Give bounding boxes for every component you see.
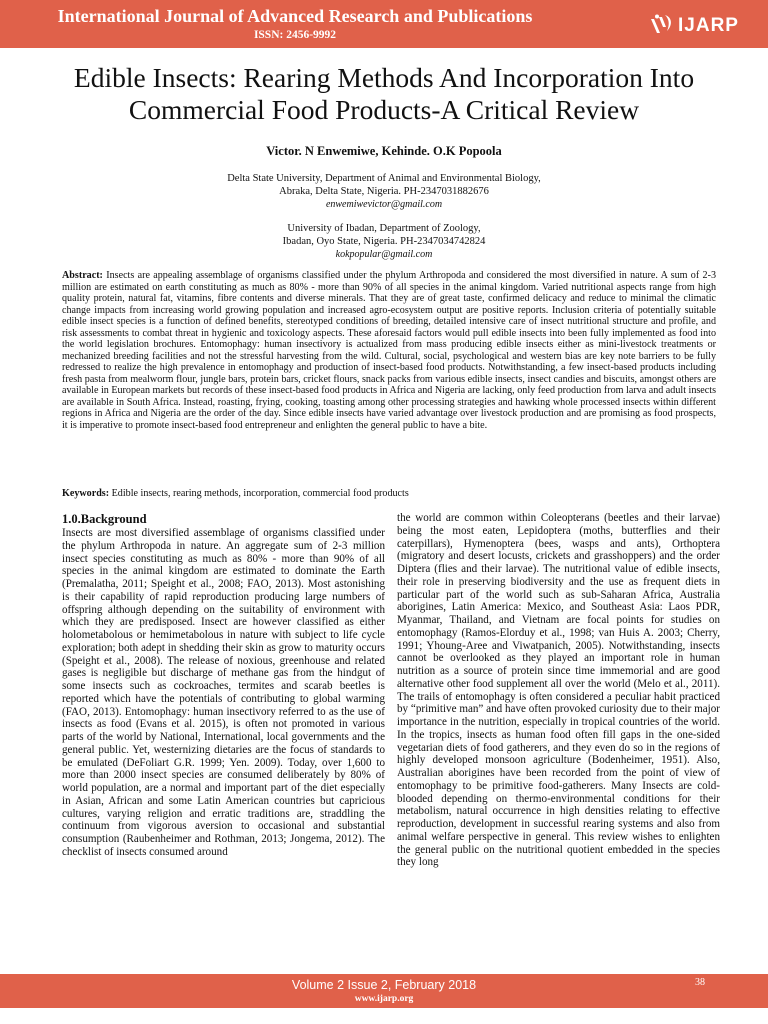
journal-url[interactable]: www.ijarp.org (354, 994, 414, 1004)
affiliation-1-email[interactable]: enwemiwevictor@gmail.com (325, 199, 443, 210)
affiliation-2-line2: Ibadan, Oyo State, Nigeria. PH-2347034742824 (282, 236, 486, 247)
journal-header-bar (0, 0, 768, 48)
logo-text: IJARP (678, 15, 739, 36)
keywords-label: Keywords: (62, 488, 110, 499)
affiliation-2-line1: University of Ibadan, Department of Zoology, (287, 223, 481, 234)
right-column (397, 512, 720, 869)
keywords (62, 488, 716, 499)
affiliation-1-line1: Delta State University, Department of Animal and Environmental Biology, (227, 173, 541, 184)
left-column-text: Insects are most diversified assemblage of organisms classified under the phylum Arthropoda in nature. An aggregate sum of 2-3 million insect species constituting as much as 80% - more than 90% of all species in the animal kingdom are estimated to dominate the Earth (Premalatha, 2011; Speight et al., 2008; FAO, 2013). Most astonishing is their capability of rapid reproduction producing large numbers of offspring although depending on the suitability of environment with which they are predisposed. Insect are however classified as either holometabolous or hemimetabolous in nature with subject to life cycle exploration; both adept in shedding their skin as grow to maturity occurs (Speight et al., 2008). The release of noxious, greenhouse and related gases is negligible but discharge of methane gas from the hindgut of some insects such as cockroaches, termites and scarab beetles is reported which have the potentials of contributing to global warming (FAO, 2013). Entomophagy: human insectivory referred to as the use of insects as food (Evans et al. 2015), is often not promoted in various parts of the world by National, International, local governments and the general public. Yet, westernizing dietaries are the focus of standards to be emulated (DeFoliart G.R. 1999; Yen. 2009). Today, over 1,600 to more than 2000 insect species are consumed deliberately by 80% of world population, are a normal and important part of the diet especially in Asian, African and some Latin American countries but capricious cultures, varying religion and erratic traditions are, straddling the continuum from vigorous aversion to occasional and substantial consumption (Raubenheimer and Rothman, 2013; Jongema, 2012). The checklist of insects consumed around (62, 527, 385, 858)
journal-footer-bar (0, 974, 768, 1008)
ijarp-logo-icon (648, 13, 676, 39)
issn: ISSN: 2456-9992 (253, 29, 337, 41)
left-column (62, 512, 385, 859)
authors: Victor. N Enwemiwe, Kehinde. O.K Popoola (266, 144, 502, 158)
paper-title: Edible Insects: Rearing Methods And Incorporation Into Commercial Food Products-A Critical Review (73, 62, 695, 125)
abstract-text: Insects are appealing assemblage of organisms classified under the phylum Arthropoda and considered the most diversified in nature. A sum of 2-3 million are estimated on earth constituting as much as 80% - more than 90% of all species in the animal kingdom. Varied nutritional aspects range from high quality protein, natural fat, vitamins, fibre contents and diverse minerals. That they are of great taste, confirmed delicacy and reduce to minimal the climatic change impacts from increasing world growing population and increased agro-ecosystem output are positive reports. Inclusion criteria of potentially suitable edible insect species is a function of defined benefits, stereotyped conditions of breeding, detailed intensive care of insect nutritional structure and profile, and risk assessments to combat threat in hygienic and toxicology aspects. These aforesaid factors would pull edible insects into been fully implemented as food into the world legislation brochures. Entomophagy: human insectivory is actualized from mass producing edible insects either as mini-livestock treatments or mechanized breeding facilities and not the stressful harvesting from the wild. Cultural, social, psychological and western bias are key note barriers to be fully redressed to realize the high prevalence in entomophagy and production of insect-based food products. Notwithstanding, a few insect-based products including fresh pasta from mealworm flour, jungle bars, protein bars, cricket flours, snack packs from various edible insects, insect candies and biscuits, amongst others are available in European markets but records of these insect-based food products in Africa and Nigeria are lacking, only feed production from larva and adult insects are available in South Africa. Instead, roasting, frying, cooking, toasting among other processing strategies and hawking whole processed insects within different regions in Africa and Nigeria are the order of the day. Since edible insects have varied advantage over livestock production and are promising as food prospects, it is imperative to promote insect-based food entrepreneur and enlighten the general public to have a bite. (62, 270, 716, 431)
section-heading: 1.0.Background (62, 512, 147, 526)
affiliation-1 (0, 172, 768, 211)
page-number: 38 (695, 977, 705, 988)
affiliation-2-email[interactable]: kokpopular@gmail.com (335, 249, 433, 260)
abstract-label: Abstract: (62, 270, 103, 281)
journal-name: International Journal of Advanced Research and Publications (57, 6, 533, 26)
affiliation-1-line2: Abraka, Delta State, Nigeria. PH-2347031882676 (279, 186, 489, 197)
ijarp-logo (648, 13, 758, 39)
affiliation-2 (0, 222, 768, 261)
keywords-text: Edible insects, rearing methods, incorporation, commercial food products (111, 488, 409, 499)
volume-issue: Volume 2 Issue 2, February 2018 (291, 978, 477, 992)
right-column-text: the world are common within Coleopterans (beetles and their larvae) being the most eaten, Lepidoptera (moths, butterflies and their caterpillars), Hymenoptera (bees, wasps and ants), Orthoptera (migratory and desert locusts, crickets and grasshoppers) and the order Diptera (flies and their larvae). The nutritional value of edible insects, their role in preserving biodiversity and the use as frequent diets in particular part of the world such as sub-Saharan Africa, Australia aborigines, Latin America: Mexico, and Southeast Asia: Laos PDR, Myanmar, Thailand, and Vietnam are focal points for studies on entomophagy (Ramos-Elorduy et al., 1998; van Huis A. 2003; Cherry, 1991; Yhoung-Aree and Viwatpanich, 2005). Notwithstanding, insects cannot be overlooked as they played an important role in human nutrition as a source of protein since time immemorial and are good alternative other food supplement all over the world (Melo et al., 2011). The trails of entomophagy is often considered a peculiar habit practiced by “primitive man” and have often provoked curiosity due to their major importance in the nutrition, especially in tropical countries of the world. In the tropics, insects as human food often fill gaps in the one-sided vegetarian diets of food gatherers, and they even do so in the regions of highly developed monsoon agriculture (Bodenheimer, 1951). Also, Australian aborigines have been recorded from the point of view of entomophagy to be primitive food-gatherers. Many Insects are cold-blooded depending on thermo-environmental conditions for their metabolism, natural occurrence in high densities relating to effective reproduction, development in successful rearing systems and also from animal welfare perspective in general. This review wishes to enlighten the general public on the nutritional quotient embedded in the species they long (397, 512, 720, 869)
abstract (62, 270, 716, 431)
